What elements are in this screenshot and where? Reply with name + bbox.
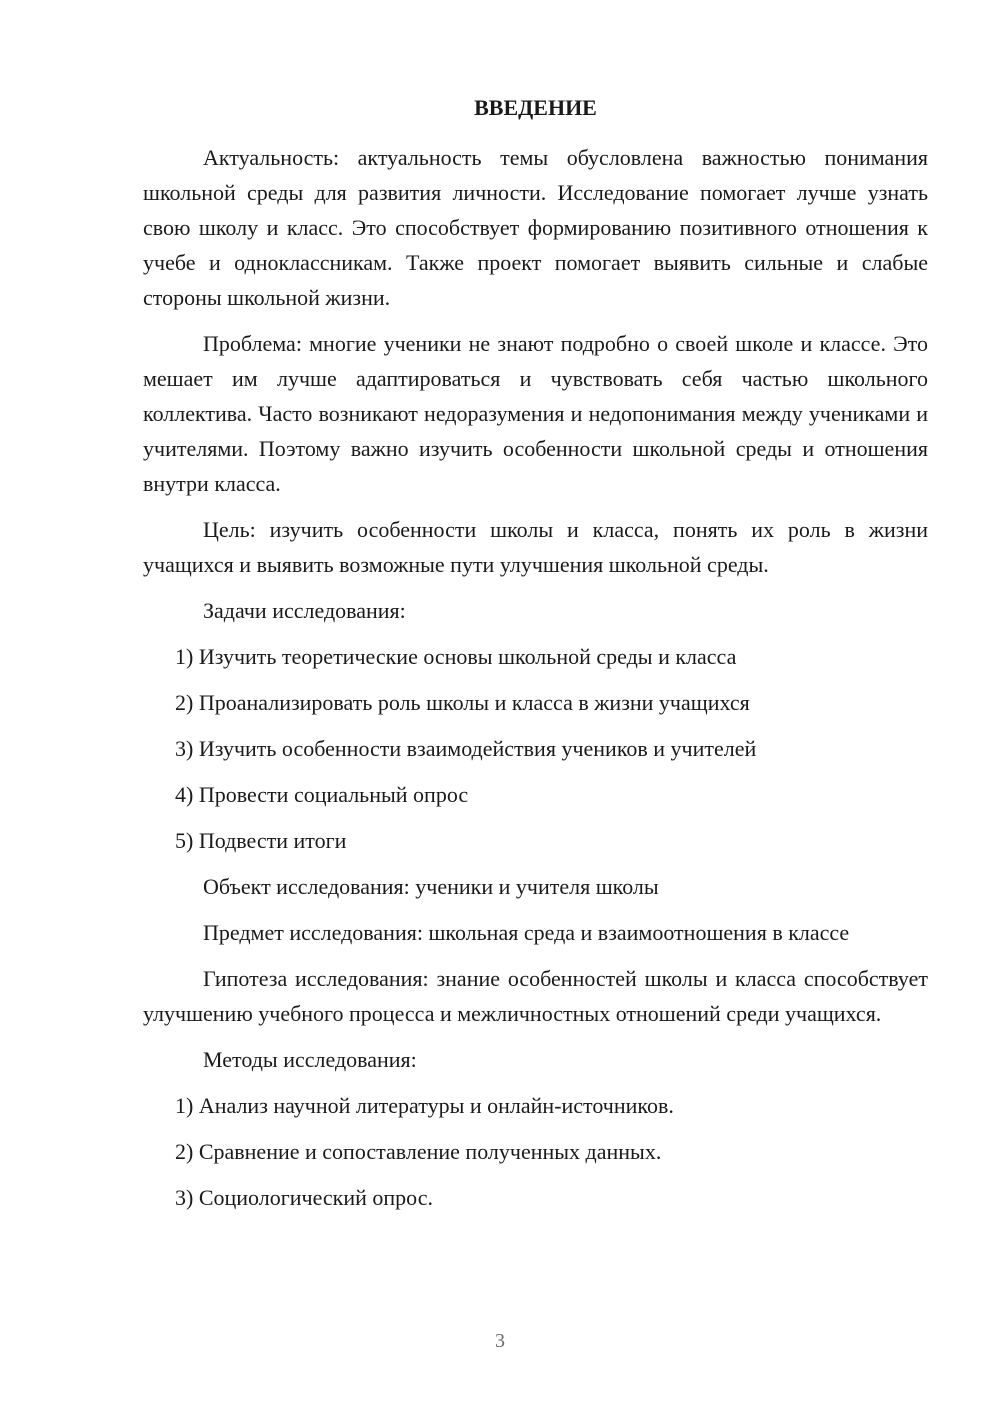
list-item: 2) Проанализировать роль школы и класса в жизни учащихся	[175, 690, 750, 715]
list-item: 2) Сравнение и сопоставление полученных данных.	[175, 1139, 662, 1164]
tasks-heading: Задачи исследования:	[203, 598, 406, 623]
hypothesis-paragraph: Гипотеза исследования: знание особенностей школы и класса способствует улучшению учебного процесса и межличностных отношений среди учащихся.	[143, 966, 928, 1026]
page-title: ВВЕДЕНИЕ	[474, 95, 597, 120]
subject-paragraph: Предмет исследования: школьная среда и взаимоотношения в классе	[203, 920, 850, 945]
relevance-paragraph: Актуальность: актуальность темы обусловлена важностью понимания школьной среды для развития личности. Исследование помогает лучше узнать свою школу и класс. Это способствует формированию позитивного отношения к учебе и одноклассникам. Также проект помогает выявить сильные и слабые стороны школьной жизни.	[143, 145, 928, 310]
page-number: 3	[495, 1330, 505, 1352]
page-content	[143, 90, 928, 1226]
methods-heading: Методы исследования:	[203, 1047, 417, 1072]
problem-paragraph: Проблема: многие ученики не знают подробно о своей школе и классе. Это мешает им лучше адаптироваться и чувствовать себя частью школьного коллектива. Часто возникают недоразумения и недопонимания между учениками и учителями. Поэтому важно изучить особенности школьной среды и отношения внутри класса.	[143, 331, 928, 496]
list-item: 1) Изучить теоретические основы школьной среды и класса	[175, 644, 737, 669]
list-item: 3) Социологический опрос.	[175, 1185, 433, 1210]
object-paragraph: Объект исследования: ученики и учителя школы	[203, 874, 659, 899]
goal-paragraph: Цель: изучить особенности школы и класса, понять их роль в жизни учащихся и выявить возможные пути улучшения школьной среды.	[143, 517, 928, 577]
tasks-list	[143, 639, 928, 858]
list-item: 4) Провести социальный опрос	[175, 782, 469, 807]
methods-list	[143, 1088, 928, 1215]
list-item: 3) Изучить особенности взаимодействия учеников и учителей	[175, 736, 757, 761]
list-item: 1) Анализ научной литературы и онлайн-источников.	[175, 1093, 674, 1118]
list-item: 5) Подвести итоги	[175, 828, 347, 853]
